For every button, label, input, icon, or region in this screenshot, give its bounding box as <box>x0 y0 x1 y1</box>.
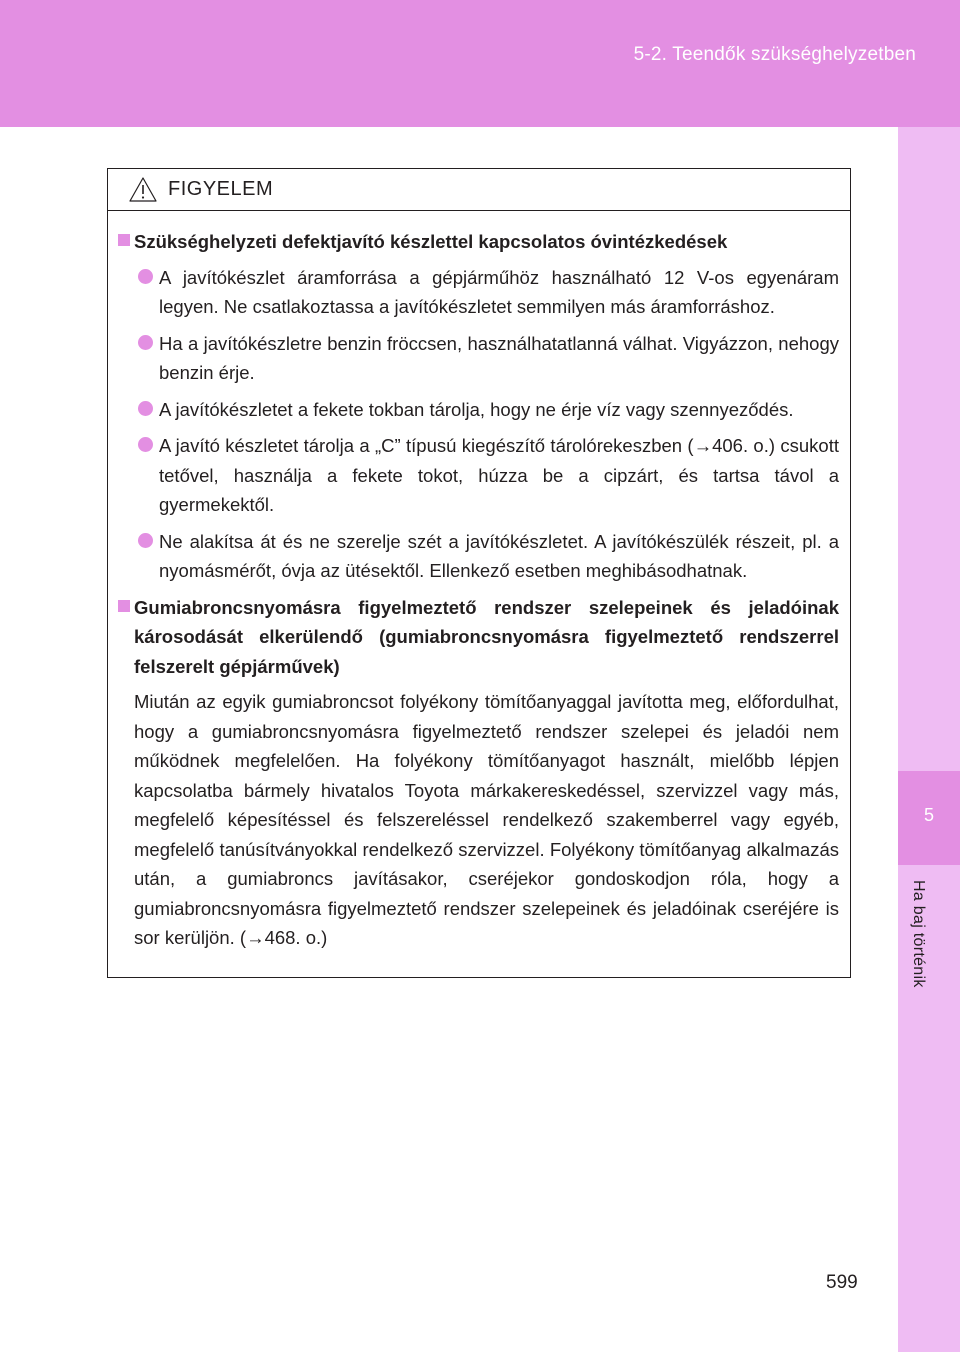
section-header: 5-2. Teendők szükséghelyzetben <box>633 44 916 65</box>
bullet-item: A javító készletet tárolja a „C” típusú kiegészítő tárolórekeszben (→406. o.) csukott tetővel, használja a fekete tokot, húzza be a cipzárt, és tartsa távol a gyermekektől. <box>121 431 839 520</box>
warning-box <box>107 168 851 978</box>
side-tab-strip <box>898 127 960 1352</box>
chapter-number: 5 <box>923 805 934 825</box>
body-paragraph: Miután az egyik gumiabroncsot folyékony tömítőanyaggal javította meg, előfordulhat, hogy a gumiabroncsnyomásra figyelmeztető rendszer szelepei és jeladói nem működnek megfelelően. Ha folyékony tömítőanyagot használt, mielőbb lépjen kapcsolatba bármely hivatalos Toyota márkakereskedéssel, szervizzel vagy más, megfelelő képesítéssel és felszereléssel rendelkező szakemberrel vagy egyéb, megfelelő tanúsítványokkal rendelkező szervizzel. Folyékony tömítőanyag alkalmazás után, a gumiabroncs javításakor, cseréjekor gondoskodjon róla, hogy a gumiabroncsnyomásra figyelmeztető rendszer szelepeinek és jeladóinak cseréjére is sor kerüljön. (→468. o.) <box>134 691 839 948</box>
bullet-item: A javítókészlet áramforrása a gépjárműhöz használható 12 V-os egyenáram legyen. Ne csatlakoztassa a javítókészletet semmilyen más áramforráshoz. <box>121 263 839 322</box>
header-band <box>0 0 960 127</box>
bullet-item: Ne alakítsa át és ne szerelje szét a javítókészletet. A javítókészülék részeit, pl. a nyomásmérőt, óvja az ütésektől. Ellenkező esetben meghibásodhatnak. <box>121 527 839 586</box>
warning-triangle-icon <box>128 176 158 208</box>
warning-title: FIGYELEM <box>168 178 274 200</box>
chapter-tab <box>898 771 960 865</box>
chapter-title: Ha baj történik <box>910 880 927 988</box>
warning-body <box>108 211 850 953</box>
section-heading: Gumiabroncsnyomásra figyelmeztető rendszer szelepeinek és jeladóinak károsodását elkerülendő (gumiabroncsnyomásra figyelmeztető rendszerrel felszerelt gépjárművek) <box>121 593 839 682</box>
warning-header <box>108 169 850 211</box>
page-number: 599 <box>826 1272 858 1293</box>
section-heading: Szükséghelyzeti defektjavító készlettel kapcsolatos óvintézkedések <box>121 227 839 257</box>
bullet-item: Ha a javítókészletre benzin fröccsen, használhatatlanná válhat. Vigyázzon, nehogy benzin érje. <box>121 329 839 388</box>
bullet-item: A javítókészletet a fekete tokban tárolja, hogy ne érje víz vagy szennyeződés. <box>121 395 839 425</box>
